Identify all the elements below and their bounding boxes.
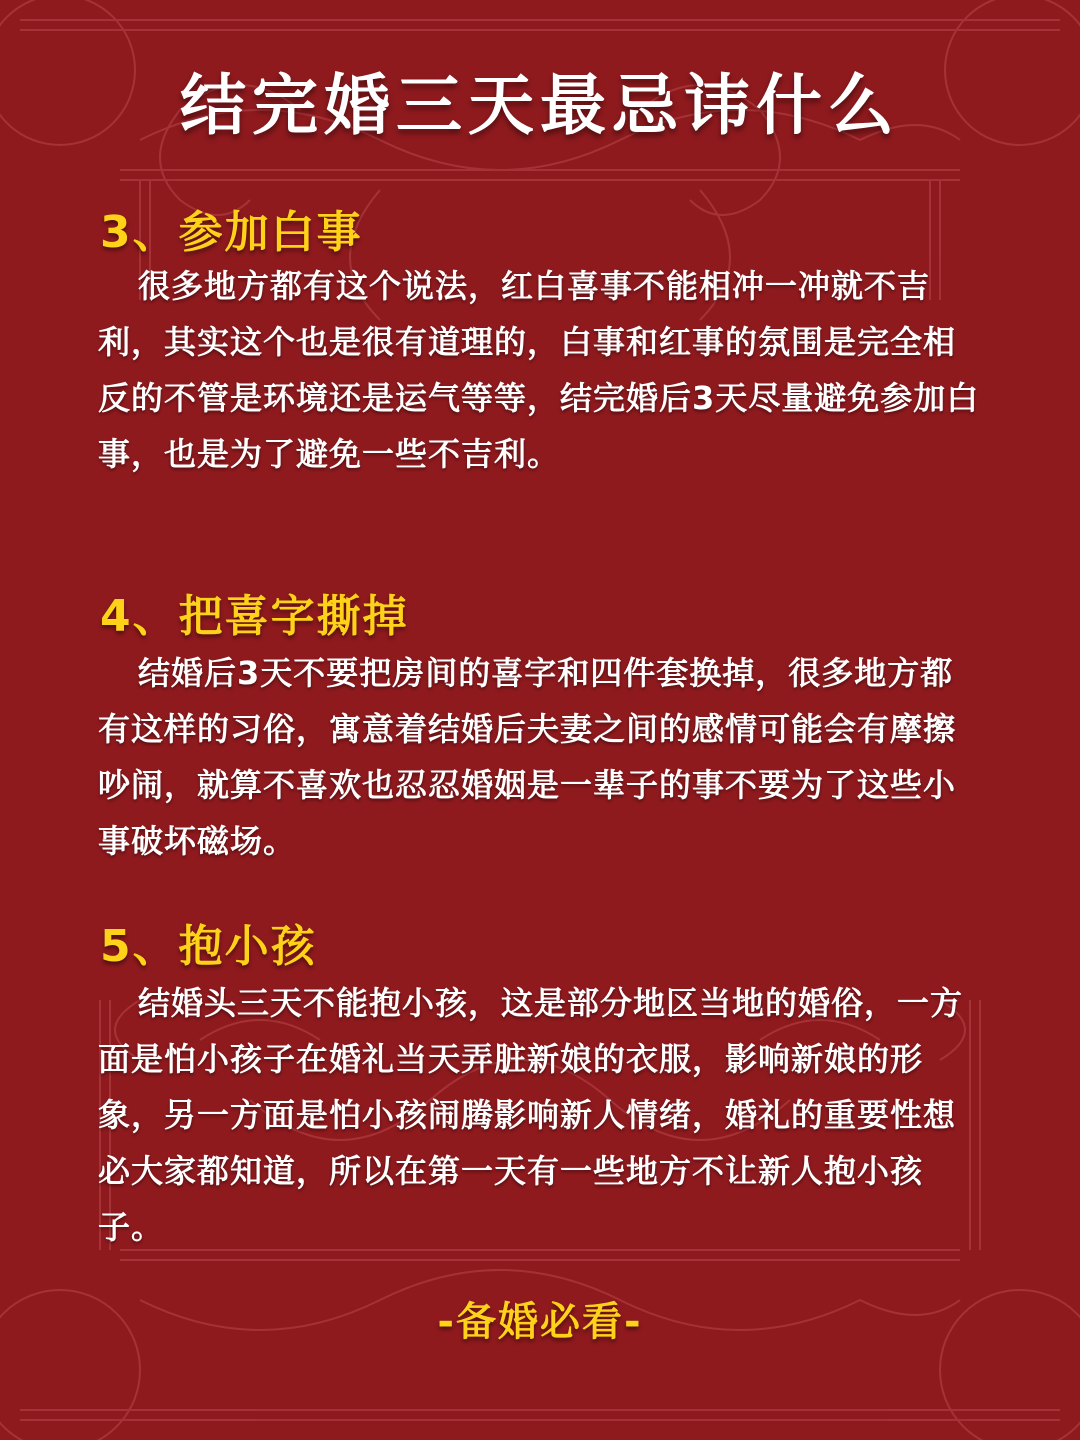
section-body-5: 结婚头三天不能抱小孩，这是部分地区当地的婚俗，一方面是怕小孩子在婚礼当天弄脏新娘的衣服，影响新娘的形象，另一方面是怕小孩闹腾影响新人情绪，婚礼的重要性想必大家都知道，所以在第一天有一些地方不让新人抱小孩子。 <box>98 984 964 1246</box>
section-body-4: 结婚后3天不要把房间的喜字和四件套换掉，很多地方都有这样的习俗，寓意着结婚后夫妻之间的感情可能会有摩擦吵闹，就算不喜欢也忍忍婚姻是一辈子的事不要为了这些小事破坏磁场。 <box>98 654 957 860</box>
footer-tagline: -备婚必看- <box>437 1299 643 1345</box>
section-heading-5: 5、抱小孩 <box>100 921 317 972</box>
section-heading-4: 4、把喜字撕掉 <box>100 591 409 642</box>
section-body-3: 很多地方都有这个说法，红白喜事不能相冲一冲就不吉利，其实这个也是很有道理的，白事和红事的氛围是完全相反的不管是环境还是运气等等，结完婚后3天尽量避免参加白事，也是为了避免一些不吉利。 <box>98 267 980 473</box>
section-heading-3: 3、参加白事 <box>100 207 363 258</box>
page-title: 结完婚三天最忌讳什么 <box>180 67 900 144</box>
